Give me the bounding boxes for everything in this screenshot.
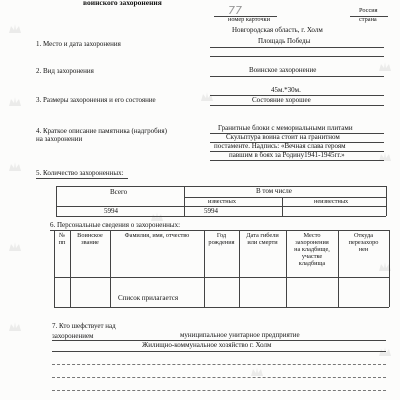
place-value-line1: Новгородская область, г. Холм — [232, 26, 323, 34]
count-header-including: В том числе — [256, 187, 292, 195]
crown-watermark-icon — [8, 22, 22, 36]
section5-label-underline — [36, 178, 128, 179]
country-value: Россия — [359, 7, 378, 14]
col-birth-line2: рождения — [208, 239, 235, 246]
patron-underline-2 — [52, 351, 386, 352]
col-from-line1: Откуда — [353, 232, 374, 239]
blank-line-1 — [52, 364, 386, 365]
monument-text-line3: постаменте. Надпись: «Вечная слава героям — [214, 142, 346, 150]
section7-label-line2: захоронением — [52, 332, 94, 340]
crown-watermark-icon — [378, 60, 392, 74]
col-rank-line2: звание — [81, 239, 99, 246]
col-rank-line1: Воинское — [77, 232, 103, 239]
col-num-line1: № — [58, 232, 65, 239]
country-label: страна — [359, 16, 377, 23]
col-from-line3: нен — [358, 246, 369, 253]
count-known-value: 5994 — [204, 207, 218, 215]
card-number-value: 77 — [228, 4, 242, 17]
col-death-line1: Дата гибели — [246, 232, 279, 239]
col-birth-line1: Год — [216, 232, 227, 239]
place-underline — [210, 47, 384, 48]
document-title: воинского захоронения — [83, 0, 162, 7]
col-num-line2: пп — [58, 239, 66, 246]
condition-underline — [210, 105, 384, 106]
crown-watermark-icon — [8, 320, 22, 334]
crown-watermark-icon — [378, 150, 392, 164]
section4-label-line1: 4. Краткое описание памятника (надгробия) — [36, 127, 167, 135]
col-place-line3: на кладбище, — [294, 246, 330, 253]
col-place-line5: кладбища — [298, 260, 326, 267]
place-value-line2: Площадь Победы — [258, 37, 311, 45]
list-attached-note: Список прилагается — [118, 294, 179, 302]
crown-watermark-icon — [378, 345, 392, 359]
section6-label: 6. Персональные сведения о захороненных: — [50, 221, 181, 229]
section7-label-line1: 7. Кто шефствует над — [52, 322, 116, 330]
crown-watermark-icon — [8, 95, 22, 109]
condition-value: Состояние хорошее — [252, 96, 311, 104]
monument-text-line4: павшим в боях за Родину1941-1945гг.» — [229, 151, 345, 159]
patron-value-line2: Жилищно-коммунальное хозяйство г. Холм — [142, 341, 272, 349]
monument-text-line2: Скульптура воина стоит на гранитном — [226, 133, 340, 141]
section1-label: 1. Место и дата захоронения — [36, 40, 121, 48]
crown-watermark-icon — [8, 240, 22, 254]
blank-line-3 — [52, 390, 386, 391]
section3-label: 3. Размеры захоронения и его состояние — [36, 96, 156, 104]
size-value: 45м.*30м. — [271, 86, 301, 94]
monument-text-line1: Гранитные блоки с мемориальными плитами — [218, 124, 353, 132]
col-fullname: Фамилия, имя, отчество — [124, 232, 190, 239]
burial-type-value: Воинское захоронение — [249, 66, 317, 74]
burial-type-underline — [210, 76, 384, 77]
section4-label-line2: на захоронении — [36, 135, 83, 143]
col-death-line2: или смерти — [247, 239, 278, 246]
count-header-total: Всего — [110, 188, 128, 196]
col-place-line2: захоронения — [295, 239, 329, 246]
section5-label: 5. Количество захороненных: — [36, 169, 124, 177]
count-header-unknown: неизвестных — [314, 198, 349, 205]
count-header-known: известных — [208, 198, 237, 205]
col-place-line4: участке — [301, 253, 323, 260]
section2-label: 2. Вид захоронения — [36, 67, 94, 75]
monument-underline-4 — [210, 160, 384, 161]
card-number-label: номер карточки — [228, 16, 270, 23]
crown-watermark-icon — [200, 90, 214, 104]
col-place-line1: Место — [303, 232, 321, 239]
crown-watermark-icon — [8, 160, 22, 174]
place-underline-2 — [210, 56, 384, 57]
col-from-line2: перезахоро — [348, 239, 379, 246]
patron-value-line1: муниципальное унитарное предприятие — [180, 331, 300, 339]
count-total-value: 5994 — [104, 207, 118, 215]
blank-line-2 — [52, 377, 386, 378]
